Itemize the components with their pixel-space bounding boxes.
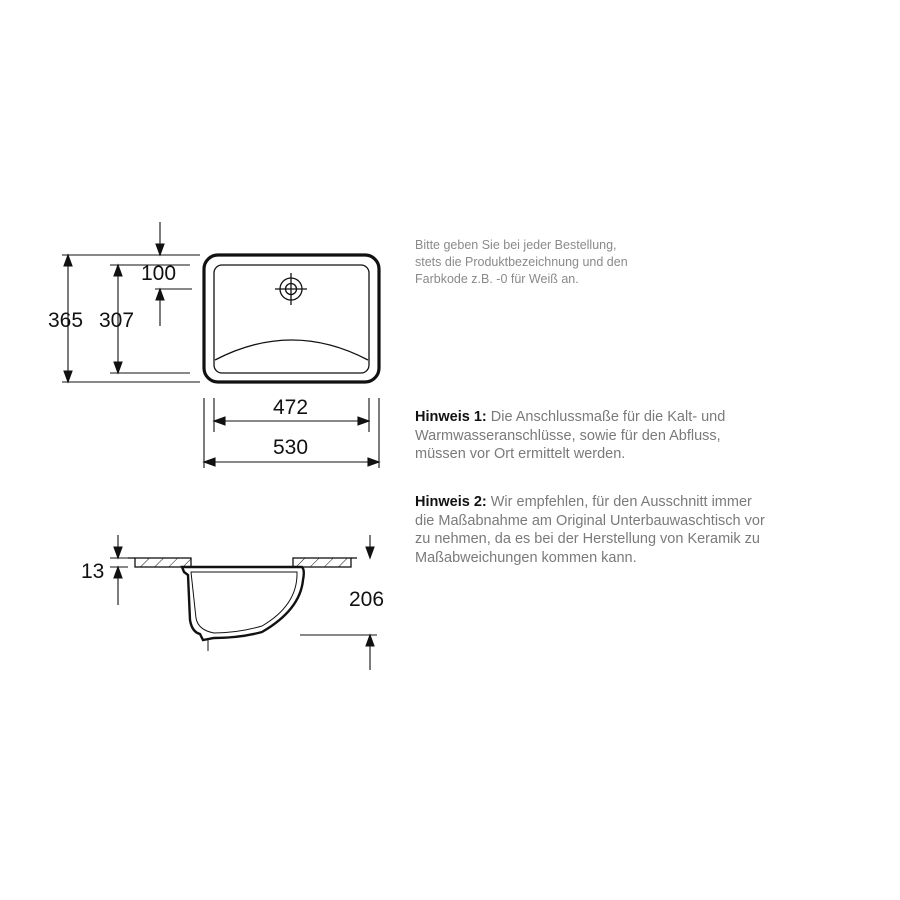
note-2	[415, 493, 795, 567]
order-info-note	[415, 237, 715, 288]
note-2-line: Maßabweichungen kommen kann.	[415, 549, 637, 566]
note-1-line: Die Anschlussmaße für die Kalt- und	[486, 409, 726, 425]
note-1-line: Warmwasseranschlüsse, sowie für den Abfluss,	[415, 427, 721, 444]
order-info-line: Farbkode z.B. -0 für Weiß an.	[415, 272, 579, 286]
note-1	[415, 408, 795, 464]
dim-width-inner: 472	[273, 396, 309, 419]
dim-depth-total: 365	[48, 309, 84, 332]
basin-profile-inner	[191, 572, 297, 633]
order-info-line: stets die Produktbezeichnung und den	[415, 255, 628, 269]
top-view	[204, 255, 379, 382]
dim-height: 206	[349, 588, 385, 611]
note-2-label: Hinweis 2:	[415, 494, 487, 510]
side-view	[128, 558, 357, 651]
basin-front-curve	[215, 340, 368, 360]
dim-drain-offset: 100	[141, 262, 177, 285]
dim-width-total: 530	[273, 436, 309, 459]
note-1-label: Hinweis 1:	[415, 409, 487, 425]
dim-rim-thickness: 13	[81, 560, 105, 583]
note-1-line: müssen vor Ort ermittelt werden.	[415, 446, 626, 462]
basin-profile-outer	[182, 567, 304, 640]
countertop-right	[293, 558, 351, 567]
dim-depth-inner: 307	[99, 309, 135, 332]
dimension-lines-side	[110, 535, 377, 670]
order-info-line: Bitte geben Sie bei jeder Bestellung,	[415, 238, 617, 252]
countertop-left	[135, 558, 191, 567]
dimension-lines-left	[62, 222, 200, 382]
note-2-line: die Maßabnahme am Original Unterbauwaschtisch vor	[415, 512, 765, 529]
note-2-line: Wir empfehlen, für den Ausschnitt immer	[486, 494, 752, 510]
note-2-line: zu nehmen, da es bei der Herstellung von Keramik zu	[415, 531, 760, 547]
